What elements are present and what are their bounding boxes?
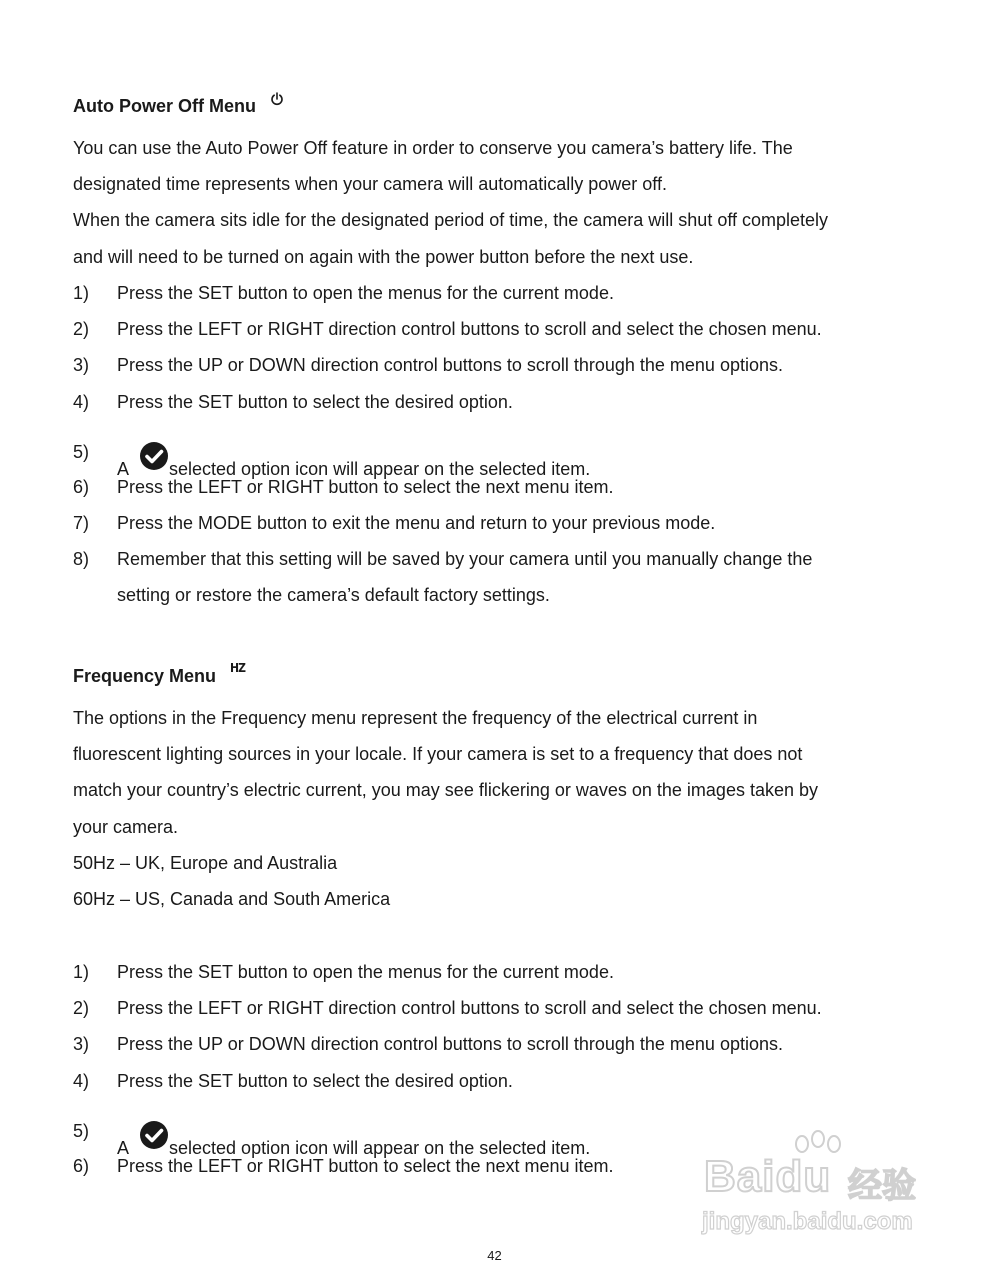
- list-text-continued: setting or restore the camera’s default factory settings.: [117, 585, 550, 605]
- watermark-url: jingyan.baidu.com: [702, 1208, 913, 1235]
- list-text: Press the SET button to select the desired option.: [117, 392, 513, 412]
- checkmark-icon: [139, 441, 169, 476]
- watermark-brand-cn: 经验: [848, 1167, 916, 1205]
- list-number: 6): [73, 477, 90, 497]
- paragraph: The options in the Frequency menu represent the frequency of the electrical current in: [73, 708, 758, 728]
- list-text: selected option icon will appear on the selected item.: [169, 1138, 591, 1158]
- list-number: 4): [73, 1071, 90, 1091]
- list-text: Press the LEFT or RIGHT button to select the next menu item.: [117, 477, 614, 497]
- section-heading-frequency: [73, 661, 245, 687]
- list-number: 5): [73, 442, 90, 462]
- list-number: 3): [73, 355, 90, 375]
- power-icon: [270, 89, 284, 111]
- list-text: Press the SET button to select the desired option.: [117, 1071, 513, 1091]
- list-text: Press the SET button to open the menus for the current mode.: [117, 283, 614, 303]
- heading-text: Frequency Menu: [73, 666, 217, 686]
- paragraph: designated time represents when your camera will automatically power off.: [73, 174, 667, 194]
- watermark-brand: Baidu: [704, 1152, 832, 1201]
- paragraph: When the camera sits idle for the designated period of time, the camera will shut off completely: [73, 210, 829, 230]
- list-number: 1): [73, 283, 90, 303]
- paragraph: and will need to be turned on again with the power button before the next use.: [73, 247, 694, 267]
- list-text: Press the LEFT or RIGHT button to select the next menu item.: [117, 1156, 614, 1176]
- paragraph: your camera.: [73, 817, 179, 837]
- list-number: 7): [73, 513, 90, 533]
- list-text-prefix: A: [117, 459, 130, 479]
- list-number: 4): [73, 392, 90, 412]
- list-number: 8): [73, 549, 90, 569]
- baidu-watermark: [700, 1130, 940, 1240]
- list-number: 2): [73, 319, 90, 339]
- list-text: Press the LEFT or RIGHT direction control buttons to scroll and select the chosen menu.: [117, 319, 822, 339]
- paragraph: 60Hz – US, Canada and South America: [73, 889, 391, 909]
- list-number: 1): [73, 962, 90, 982]
- paragraph: fluorescent lighting sources in your locale. If your camera is set to a frequency that does not: [73, 744, 803, 764]
- list-text: selected option icon will appear on the selected item.: [169, 459, 591, 479]
- list-number: 3): [73, 1034, 90, 1054]
- list-number: 2): [73, 998, 90, 1018]
- list-text: Press the UP or DOWN direction control buttons to scroll through the menu options.: [117, 1034, 783, 1054]
- checkmark-icon: [139, 1120, 169, 1155]
- paragraph: match your country’s electric current, you may see flickering or waves on the images taken by: [73, 780, 818, 800]
- list-text: Press the UP or DOWN direction control buttons to scroll through the menu options.: [117, 355, 783, 375]
- paragraph: You can use the Auto Power Off feature in order to conserve you camera’s battery life. The: [73, 138, 793, 158]
- paragraph: 50Hz – UK, Europe and Australia: [73, 853, 338, 873]
- list-text: Press the MODE button to exit the menu and return to your previous mode.: [117, 513, 716, 533]
- list-text: Press the LEFT or RIGHT direction control buttons to scroll and select the chosen menu.: [117, 998, 822, 1018]
- section-heading-auto-power-off: [73, 95, 284, 117]
- page-number: 42: [487, 1248, 502, 1263]
- list-number: 5): [73, 1121, 90, 1141]
- heading-text: Auto Power Off Menu: [73, 96, 256, 116]
- list-text: Press the SET button to open the menus for the current mode.: [117, 962, 614, 982]
- list-text: Remember that this setting will be saved by your camera until you manually change the: [117, 549, 813, 569]
- list-text-prefix: A: [117, 1138, 130, 1158]
- list-number: 6): [73, 1156, 90, 1176]
- hz-icon: HZ: [230, 661, 245, 675]
